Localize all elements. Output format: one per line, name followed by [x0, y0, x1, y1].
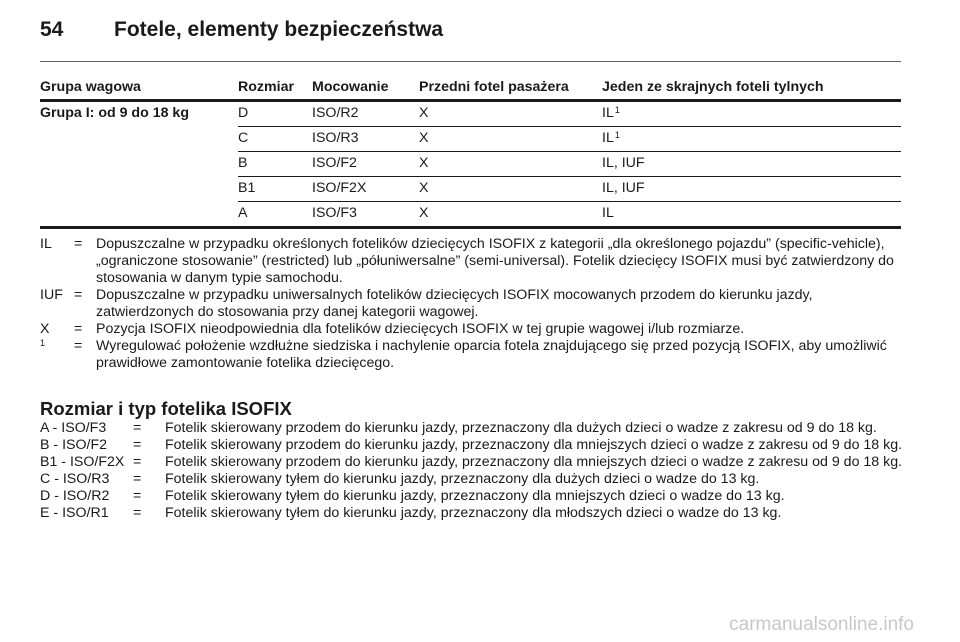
size-code: D - ISO/R2: [40, 488, 110, 504]
list-equals: =: [133, 488, 142, 504]
header-divider: [40, 61, 901, 62]
size-description: Fotelik skierowany przodem do kierunku jazdy, przeznaczony dla dużych dzieci o wadze z zakresu od 9 do 18 kg.: [165, 420, 877, 436]
table-header-row: [40, 79, 901, 101]
rear-seat-cell: IL: [602, 202, 901, 228]
mounting-cell: ISO/F2: [312, 152, 419, 177]
mounting-cell: ISO/R2: [312, 101, 419, 127]
rear-seat-cell: IL, IUF: [602, 177, 901, 202]
mounting-cell: ISO/F2X: [312, 177, 419, 202]
list-item: [40, 420, 910, 437]
size-description: Fotelik skierowany tyłem do kierunku jazdy, przeznaczony dla dużych dzieci o wadze do 13 kg.: [165, 471, 760, 487]
isofix-size-list: [40, 420, 910, 522]
rear-seat-value: IL: [602, 130, 614, 146]
legend-key: [40, 338, 74, 372]
legend-key: X: [40, 321, 50, 337]
front-seat-cell: X: [419, 202, 602, 228]
page-title: Fotele, elementy bezpieczeństwa: [114, 18, 444, 41]
list-equals: =: [133, 420, 142, 436]
column-header-mounting: Mocowanie: [312, 79, 419, 101]
size-description: Fotelik skierowany tyłem do kierunku jazdy, przeznaczony dla młodszych dzieci o wadze do 13 kg.: [165, 505, 782, 521]
size-cell: C: [238, 127, 312, 152]
size-code: C - ISO/R3: [40, 471, 110, 487]
size-description: Fotelik skierowany przodem do kierunku jazdy, przeznaczony dla mniejszych dzieci o wadze z zakresu od 9 do 18 kg.: [165, 437, 903, 453]
footnote-marker: 1: [40, 338, 46, 348]
footnote-marker: 1: [614, 105, 620, 115]
legend-equals: =: [74, 287, 83, 303]
rear-seat-value: IL: [602, 105, 614, 121]
legend-equals: =: [74, 321, 83, 337]
mounting-cell: ISO/R3: [312, 127, 419, 152]
front-seat-cell: X: [419, 177, 602, 202]
rear-seat-cell: [602, 127, 901, 152]
footnote-marker: 1: [614, 130, 620, 140]
isofix-table: [40, 79, 901, 229]
legend-item: [40, 321, 910, 338]
legend-item: [40, 236, 910, 287]
mounting-cell: ISO/F3: [312, 202, 419, 228]
list-equals: =: [133, 471, 142, 487]
table-legend: [40, 236, 910, 372]
size-cell: D: [238, 101, 312, 127]
legend-text: Dopuszczalne w przypadku określonych fotelików dziecięcych ISOFIX z kategorii „dla określonego pojazdu” (specific-vehicle), „ograniczone stosowanie” (restricted) lub „półuniwersalne” (semi-universal). Fotelik dziecięcy ISOFIX musi być zatwierdzony do stosowania w danym typie samochodu.: [96, 236, 894, 286]
legend-key: IL: [40, 236, 52, 252]
front-seat-cell: X: [419, 152, 602, 177]
legend-equals: =: [74, 338, 83, 354]
front-seat-cell: X: [419, 101, 602, 127]
rear-seat-cell: [602, 101, 901, 127]
legend-text: Dopuszczalne w przypadku uniwersalnych fotelików dziecięcych ISOFIX mocowanych przodem do kierunku jazdy, zatwierdzonych do stosowania przy danej kategorii wagowej.: [96, 287, 813, 320]
size-description: Fotelik skierowany tyłem do kierunku jazdy, przeznaczony dla mniejszych dzieci o wadze do 13 kg.: [165, 488, 785, 504]
column-header-weight-group: Grupa wagowa: [40, 79, 238, 101]
list-equals: =: [133, 454, 142, 470]
legend-text: Wyregulować położenie wzdłużne siedziska i nachylenie oparcia fotela znajdującego się przed pozycją ISOFIX, aby umożliwić prawidłowe zamontowanie fotelika dziecięcego.: [96, 338, 887, 371]
column-header-size: Rozmiar: [238, 79, 312, 101]
size-code: A - ISO/F3: [40, 420, 107, 436]
page-header: [40, 18, 910, 42]
size-code: B1 - ISO/F2X: [40, 454, 125, 470]
size-code: E - ISO/R1: [40, 505, 109, 521]
size-code: B - ISO/F2: [40, 437, 108, 453]
size-cell: B1: [238, 177, 312, 202]
legend-item: [40, 338, 910, 372]
weight-group-label: Grupa I: od 9 do 18 kg: [40, 101, 238, 228]
size-cell: B: [238, 152, 312, 177]
list-equals: =: [133, 437, 142, 453]
list-item: [40, 488, 910, 505]
legend-key: IUF: [40, 287, 63, 303]
table-row: [40, 101, 901, 127]
list-equals: =: [133, 505, 142, 521]
size-cell: A: [238, 202, 312, 228]
front-seat-cell: X: [419, 127, 602, 152]
watermark: carmanualsonline.info: [729, 614, 914, 635]
page-number: 54: [40, 18, 64, 41]
rear-seat-cell: IL, IUF: [602, 152, 901, 177]
list-item: [40, 454, 910, 471]
list-item: [40, 437, 910, 454]
legend-text: Pozycja ISOFIX nieodpowiednia dla fotelików dziecięcych ISOFIX w tej grupie wagowej i/lub rozmiarze.: [96, 321, 745, 337]
section-title: Rozmiar i typ fotelika ISOFIX: [40, 398, 292, 419]
column-header-front-passenger-seat: Przedni fotel pasażera: [419, 79, 602, 101]
legend-item: [40, 287, 910, 321]
size-description: Fotelik skierowany przodem do kierunku jazdy, przeznaczony dla mniejszych dzieci o wadze z zakresu od 9 do 18 kg.: [165, 454, 903, 470]
list-item: [40, 471, 910, 488]
list-item: [40, 505, 910, 522]
legend-equals: =: [74, 236, 83, 252]
column-header-rear-outer-seat: Jeden ze skrajnych foteli tylnych: [602, 79, 901, 101]
